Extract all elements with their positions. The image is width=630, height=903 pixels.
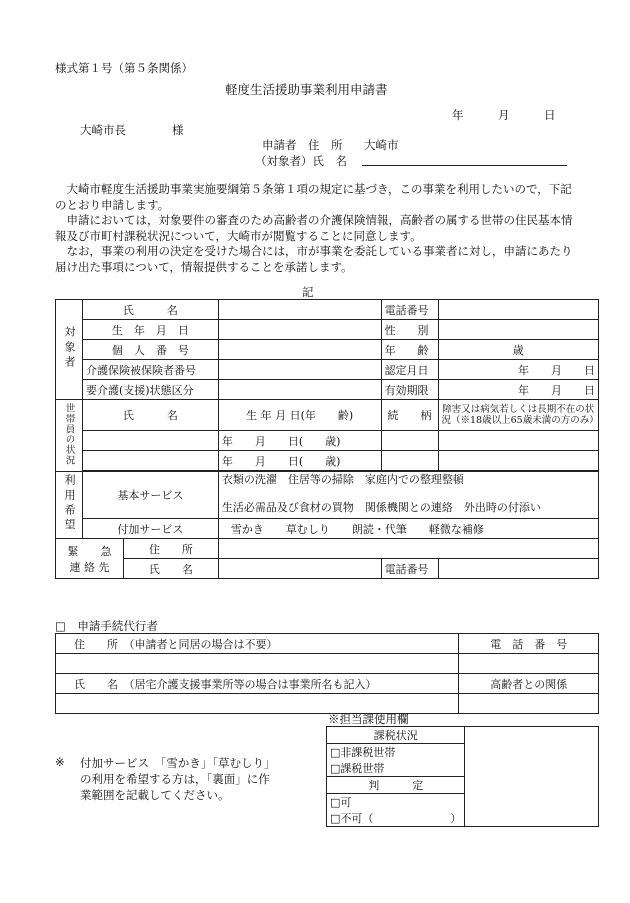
office-heading: ※担当課使用欄	[328, 712, 409, 726]
proxy-heading: □ 申請手続代行者	[55, 619, 158, 633]
basic-service-label: 基本サービス	[82, 472, 218, 519]
footnote-line-2: の利用を希望する方は，「裏面」に作	[80, 772, 270, 786]
proxy-phone-label: 電 話 番 号	[459, 634, 599, 654]
footnote-line-1: 付加サービス 「雪かき」「草むしり」	[80, 756, 276, 770]
date-line: 年 月 日	[452, 108, 556, 122]
phone-label: 電話番号	[381, 300, 438, 320]
care-level-field[interactable]	[218, 380, 381, 400]
care-level-label: 要介護(支援)状態区分	[82, 380, 218, 400]
proxy-address-field[interactable]	[56, 654, 459, 674]
valid-period-label: 有効期限	[381, 380, 438, 400]
hh-relation-field-2[interactable]	[381, 451, 438, 471]
hh-birth-field-1[interactable]: 年 月 日( 歳)	[218, 431, 381, 451]
applicant-address-value: 大崎市	[364, 138, 399, 152]
em-name-field[interactable]	[218, 559, 381, 579]
footnote-text	[80, 755, 276, 803]
insured-number-field[interactable]	[218, 360, 381, 380]
emergency-label-2: 連 絡 先	[69, 560, 110, 574]
footnote-mark: ※	[55, 755, 65, 769]
hh-relation-label: 続 柄	[381, 400, 438, 431]
proxy-relation-label: 高齢者との関係	[459, 674, 599, 694]
phone-field[interactable]	[438, 300, 598, 320]
household-label: 世帯員の状況	[56, 400, 83, 472]
em-name-label: 氏 名	[123, 559, 218, 579]
tax-status-label: 課税状況	[327, 727, 465, 744]
name-label: 氏 名	[82, 300, 218, 320]
hh-birth-label: 生 年 月 日(年 齢)	[218, 400, 381, 431]
proxy-relation-field[interactable]	[459, 694, 599, 714]
basic-service-items-2: 生活必需品及び食材の買物 関係機関との連絡 外出時の付添い	[221, 501, 541, 514]
applicant-address-label: 申請者 住 所	[262, 138, 343, 152]
reject-checkbox[interactable]: □不可（ ）	[327, 810, 465, 827]
birth-label: 生 年 月 日	[82, 320, 218, 340]
em-address-label: 住 所	[123, 539, 218, 559]
office-remarks-field[interactable]	[465, 727, 599, 827]
name-field[interactable]	[218, 300, 381, 320]
addressee-mayor: 大崎市長 様	[80, 123, 184, 137]
personal-number-label: 個 人 番 号	[82, 340, 218, 360]
emergency-label-1: 緊 急	[67, 544, 112, 558]
proxy-table	[55, 633, 599, 714]
birth-field[interactable]	[218, 320, 381, 340]
basic-service-items[interactable]	[218, 472, 598, 519]
hh-note-label: 障害又は病気若しくは長期不在の状況（※18歳以上65歳未満の方のみ）	[438, 400, 598, 431]
paragraph-2: 申請においては，対象要件の審査のため高齢者の介護保険情報，高齢者の属する世帯の住民基本情報及び市町村課税状況について，大崎市が閲覧することに同意します。	[55, 213, 573, 243]
proxy-address-label: 住 所 （申請者と同居の場合は不要）	[56, 634, 459, 654]
cert-date-label: 認定月日	[381, 360, 438, 380]
proxy-phone-field[interactable]	[459, 654, 599, 674]
approve-checkbox[interactable]: □可	[327, 794, 465, 811]
age-label: 年 齢	[381, 340, 438, 360]
taxable-checkbox[interactable]: □課税世帯	[327, 760, 465, 777]
page-title: 軽度生活援助事業利用申請書	[225, 82, 388, 97]
applicant-name-underline[interactable]	[362, 152, 567, 166]
sex-field[interactable]	[438, 320, 598, 340]
hh-note-field-1[interactable]	[438, 431, 598, 451]
form-number: 様式第１号（第５条関係）	[55, 61, 193, 75]
hh-name-field[interactable]	[82, 431, 218, 451]
insured-number-label: 介護保険被保険者番号	[82, 360, 218, 380]
valid-period-field[interactable]: 年 月 日	[438, 380, 598, 400]
emergency-label	[56, 539, 124, 579]
em-address-field[interactable]	[218, 539, 598, 559]
paragraph-1: 大崎市軽度生活援助事業実施要綱第５条第１項の規定に基づき，この事業を利用したいので，下記のとおり申請します。	[55, 182, 572, 212]
hh-birth-field-2[interactable]: 年 月 日( 歳)	[218, 451, 381, 471]
extra-service-items[interactable]: 雪かき 草むしり 朗読・代筆 軽微な補修	[218, 519, 598, 539]
personal-number-field[interactable]	[218, 340, 381, 360]
ki-label: 記	[302, 285, 314, 299]
hh-relation-field-1[interactable]	[381, 431, 438, 451]
applicant-name-label: （対象者）氏 名	[255, 154, 347, 168]
cert-date-field[interactable]: 年 月 日	[438, 360, 598, 380]
paragraph-3: なお，事業の利用の決定を受けた場合には，市が事業を委託している事業者に対し，申請にあたり届け出た事項について，情報提供することを承諾します。	[55, 244, 573, 274]
target-person-label: 対象者	[56, 300, 83, 400]
footnote-line-3: 業範囲を記載してください。	[80, 788, 230, 802]
hh-name-label: 氏 名	[82, 400, 218, 431]
hh-note-field-2[interactable]	[438, 451, 598, 471]
extra-service-label: 付加サービス	[82, 519, 218, 539]
age-field[interactable]: 歳	[438, 340, 598, 360]
basic-service-items-1: 衣類の洗濯 住居等の掃除 家庭内での整理整頓	[221, 473, 464, 486]
sex-label: 性 別	[381, 320, 438, 340]
office-table	[326, 726, 599, 827]
em-phone-label: 電話番号	[381, 559, 438, 579]
judgment-label: 判 定	[327, 777, 465, 794]
hh-name-field[interactable]	[82, 451, 218, 471]
main-table	[55, 299, 599, 579]
em-phone-field[interactable]	[438, 559, 598, 579]
non-taxable-checkbox[interactable]: □非課税世帯	[327, 744, 465, 761]
proxy-name-label: 氏 名 （居宅介護支援事業所等の場合は事業所名も記入）	[56, 674, 459, 694]
use-label: 利用希望	[56, 472, 83, 539]
